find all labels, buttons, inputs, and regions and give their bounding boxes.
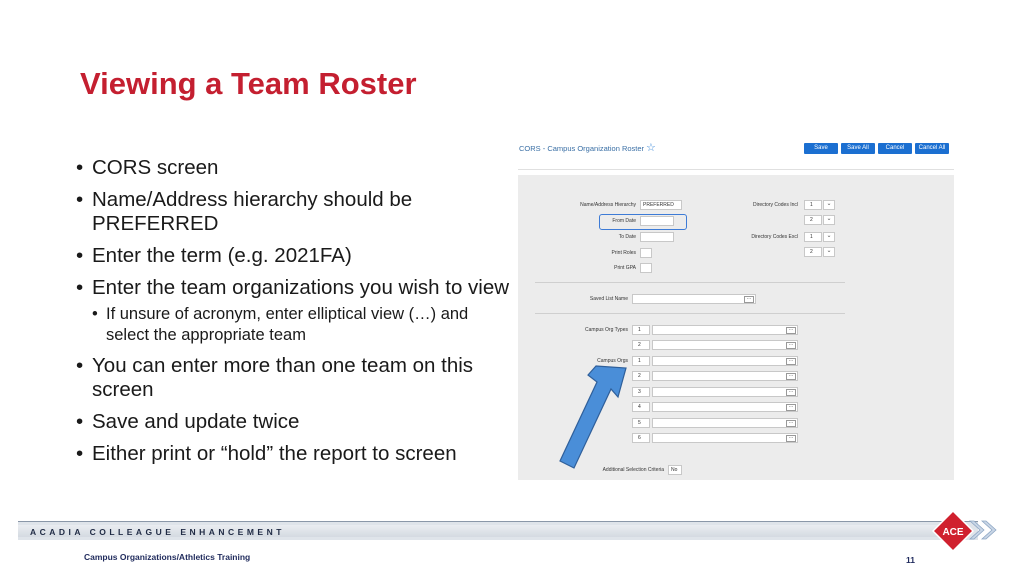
ellipsis-icon[interactable]: … [786, 358, 796, 365]
bullet-print-hold: • Either print or “hold” the report to screen [74, 442, 514, 466]
dir-codes-incl-label: Directory Codes Incl [752, 202, 798, 208]
org-row-1-field[interactable] [652, 356, 798, 366]
dir-incl-1-number: 1 [804, 200, 822, 210]
form-divider [535, 313, 845, 314]
org-row-1-number: 1 [632, 356, 650, 366]
ellipsis-icon[interactable]: … [744, 296, 754, 303]
org-row-4-number: 4 [632, 402, 650, 412]
ace-logo-text: ACE [942, 527, 964, 538]
org-row-6-number: 6 [632, 433, 650, 443]
arrow-icon [552, 360, 628, 474]
print-roles-label: Print Roles [611, 250, 636, 256]
org-row-2-number: 2 [632, 371, 650, 381]
slide-title: Viewing a Team Roster [80, 66, 417, 101]
cancel-all-button[interactable]: Cancel All [915, 143, 949, 154]
name-address-field[interactable]: PREFERRED [640, 200, 682, 210]
additional-criteria-label: Additional Selection Criteria [602, 467, 664, 473]
ellipsis-icon[interactable]: … [786, 327, 796, 334]
org-row-2-field[interactable] [652, 371, 798, 381]
ellipsis-icon[interactable]: … [786, 420, 796, 427]
chevron-down-icon[interactable]: ⌄ [823, 215, 835, 225]
star-icon[interactable]: ☆ [646, 142, 656, 154]
screen-header [518, 138, 954, 170]
campus-org-types-label: Campus Org Types [585, 327, 628, 333]
bullet-team-orgs: • Enter the team organizations you wish to view [74, 276, 514, 300]
to-date-label: To Date [618, 234, 636, 240]
org-type-row-2-field[interactable] [652, 340, 798, 350]
saved-list-field[interactable] [632, 294, 756, 304]
print-gpa-label: Print GPA [614, 265, 636, 271]
chevron-down-icon[interactable]: ⌄ [823, 200, 835, 210]
ellipsis-icon[interactable]: … [786, 373, 796, 380]
footer-brand: ACADIA COLLEAGUE ENHANCEMENT [30, 527, 285, 537]
ellipsis-icon[interactable]: … [786, 435, 796, 442]
ellipsis-icon[interactable]: … [786, 342, 796, 349]
org-row-3-field[interactable] [652, 387, 798, 397]
dir-excl-2-number: 2 [804, 247, 822, 257]
org-row-6-field[interactable] [652, 433, 798, 443]
campus-orgs-label: Campus Orgs [597, 358, 628, 364]
from-date-label: From Date [612, 218, 636, 224]
form-divider [535, 282, 845, 283]
org-row-5-number: 5 [632, 418, 650, 428]
save-all-button[interactable]: Save All [841, 143, 875, 154]
to-date-field[interactable] [640, 232, 674, 242]
org-row-5-field[interactable] [652, 418, 798, 428]
saved-list-label: Saved List Name [589, 296, 628, 302]
org-type-row-1-number: 1 [632, 325, 650, 335]
dir-incl-2-number: 2 [804, 215, 822, 225]
bullet-cors-screen: • CORS screen [74, 156, 514, 180]
ellipsis-icon[interactable]: … [786, 404, 796, 411]
sub-bullet-elliptical: • If unsure of acronym, enter elliptical view (…) and select the appropriate team [74, 304, 514, 346]
bullet-term: • Enter the term (e.g. 2021FA) [74, 244, 514, 268]
print-gpa-field[interactable] [640, 263, 652, 273]
bullet-save-update: • Save and update twice [74, 410, 514, 434]
org-type-row-1-field[interactable] [652, 325, 798, 335]
org-row-4-field[interactable] [652, 402, 798, 412]
name-address-label: Name/Address Hierarchy [580, 202, 636, 208]
page-number: 11 [906, 555, 915, 565]
bullet-hierarchy: • Name/Address hierarchy should be PREFERRED [74, 188, 514, 236]
footer-course-name: Campus Organizations/Athletics Training [84, 552, 251, 562]
dir-excl-1-number: 1 [804, 232, 822, 242]
screen-title: CORS - Campus Organization Roster [519, 144, 645, 153]
bullet-list [74, 156, 514, 474]
org-type-row-2-number: 2 [632, 340, 650, 350]
save-button[interactable]: Save [804, 143, 838, 154]
cancel-button[interactable]: Cancel [878, 143, 912, 154]
from-date-highlight [599, 214, 687, 230]
chevron-down-icon[interactable]: ⌄ [823, 232, 835, 242]
additional-criteria-field[interactable]: No [668, 465, 682, 475]
chevron-right-icon [968, 519, 1010, 541]
bullet-more-teams: • You can enter more than one team on this screen [74, 354, 514, 402]
ellipsis-icon[interactable]: … [786, 389, 796, 396]
dir-codes-excl-label: Directory Codes Excl [751, 234, 798, 240]
chevron-down-icon[interactable]: ⌄ [823, 247, 835, 257]
org-row-3-number: 3 [632, 387, 650, 397]
print-roles-field[interactable] [640, 248, 652, 258]
